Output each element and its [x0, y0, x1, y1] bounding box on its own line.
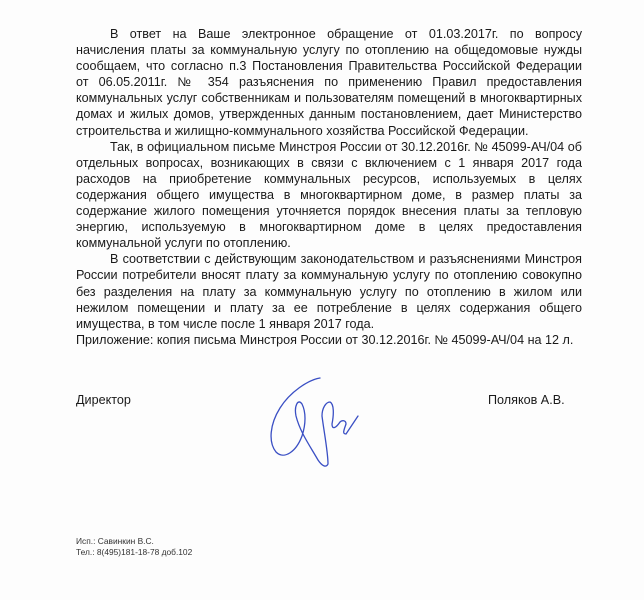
executor-phone: Тел.: 8(495)181-18-78 доб.102 — [76, 547, 193, 557]
signer-title: Директор — [76, 393, 131, 407]
handwritten-signature — [262, 372, 382, 472]
signer-name: Поляков А.В. — [488, 393, 565, 407]
paragraph-conclusion: В соответствии с действующим законодательством и разъяснениями Минстроя России потребители вносят плату за коммунальную услугу по отоплению совокупно без разделения на плату за коммунальную услугу по отоплению в жилом или нежилом помещении и плату за ее потребление в целях содержания общего имущества, в том числе после 1 января 2017 года. — [76, 252, 582, 331]
attachment-note: Приложение: копия письма Минстроя России от 30.12.2016г. № 45099-АЧ/04 на 12 л. — [76, 333, 574, 347]
executor-name: Исп.: Савинкин В.С. — [76, 536, 154, 546]
footer-contacts — [76, 536, 192, 558]
letter-body — [76, 26, 582, 332]
paragraph-ministry-letter: Так, в официальном письме Минстроя России от 30.12.2016г. № 45099-АЧ/04 об отдельных вопросах, возникающих в связи с включением с 1 января 2017 года расходов на приобретение коммунальных ресурсов, используемых в целях содержания общего имущества в многоквартирном доме, в размер платы за содержание жилого помещения уточняется порядок внесения платы за тепловую энергию, используемую в многоквартирном доме в целях предоставления коммунальной услуги по отоплению. — [76, 139, 582, 251]
paragraph-response: В ответ на Ваше электронное обращение от 01.03.2017г. по вопросу начисления платы за коммунальную услугу по отоплению на общедомовые нужды сообщаем, что согласно п.3 Постановления Правительства Российской Федерации от 06.05.2011г. № 354 разъяснения по применению Правил предоставления коммунальных услуг собственникам и пользователям помещений в многоквартирных домах и жилых домов, утвержденных данным постановлением, дает Министерство строительства и жилищно-коммунального хозяйства Российской Федерации. — [76, 27, 582, 138]
